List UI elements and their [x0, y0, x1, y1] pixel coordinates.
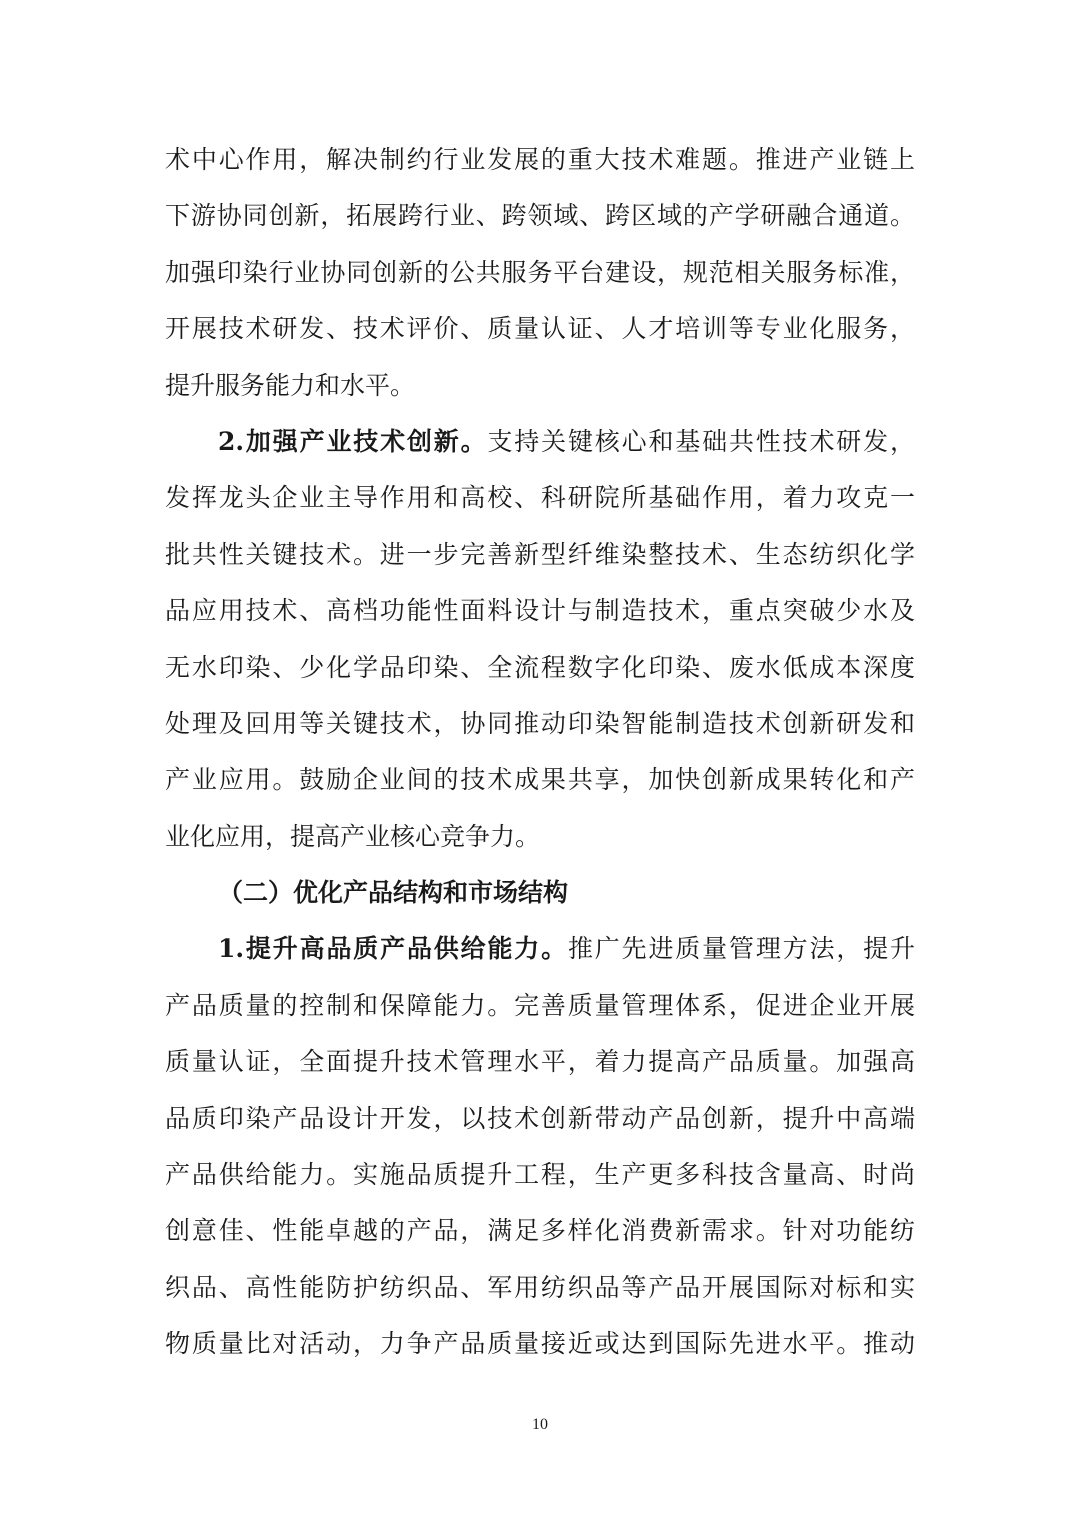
text-line [165, 478, 915, 534]
line-text: 品应用技术、高档功能性面料设计与制造技术，重点突破少水及 [165, 596, 915, 626]
line-text: 推广先进质量管理方法，提升 [567, 934, 915, 964]
line-text: 产品质量的控制和保障能力。完善质量管理体系，促进企业开展 [165, 990, 915, 1020]
text-line [165, 760, 915, 816]
line-text: 质量认证，全面提升技术管理水平，着力提高产品质量。加强高 [165, 1047, 915, 1077]
text-line [165, 591, 915, 647]
text-line [165, 253, 915, 309]
line-text: 开展技术研发、技术评价、质量认证、人才培训等专业化服务， [165, 314, 915, 344]
line-text: 物质量比对活动，力争产品质量接近或达到国际先进水平。推动 [165, 1329, 915, 1359]
line-text: 创意佳、性能卓越的产品，满足多样化消费新需求。针对功能纺 [165, 1216, 915, 1246]
line-text: 术中心作用，解决制约行业发展的重大技术难题。推进产业链上 [165, 145, 915, 174]
text-line [165, 422, 915, 478]
bold-heading: 2.加强产业技术创新。 [218, 426, 488, 456]
bold-heading: 1.提升高品质产品供给能力。 [218, 934, 568, 964]
text-line [165, 648, 915, 704]
text-line [165, 366, 915, 422]
line-text: 批共性关键技术。进一步完善新型纤维染整技术、生态纺织化学 [165, 539, 915, 569]
line-text: 提升服务能力和水平。 [165, 370, 416, 400]
line-text: 支持关键核心和基础共性技术研发， [487, 426, 915, 456]
line-text: 业化应用，提高产业核心竞争力。 [165, 821, 541, 851]
line-text: 加强印染行业协同创新的公共服务平台建设，规范相关服务标准， [165, 257, 915, 287]
page-number: 10 [532, 1416, 548, 1433]
text-line [165, 196, 915, 252]
text-line [165, 535, 915, 591]
line-text: 无水印染、少化学品印染、全流程数字化印染、废水低成本深度 [165, 652, 915, 682]
text-line [165, 1099, 915, 1155]
bold-heading: （二）优化产品结构和市场结构 [218, 878, 569, 908]
text-line [165, 309, 915, 365]
text-line [165, 1211, 915, 1267]
text-line [165, 1042, 915, 1098]
text-line [165, 986, 915, 1042]
line-text: 处理及回用等关键技术，协同推动印染智能制造技术创新研发和 [165, 708, 915, 738]
line-text: 品质印染产品设计开发，以技术创新带动产品创新，提升中高端 [165, 1103, 915, 1133]
text-line [165, 704, 915, 760]
text-line [165, 873, 915, 929]
line-text: 织品、高性能防护纺织品、军用纺织品等产品开展国际对标和实 [165, 1272, 915, 1302]
document-body [165, 140, 915, 1381]
text-line [165, 929, 915, 985]
text-line [165, 140, 915, 196]
line-text: 发挥龙头企业主导作用和高校、科研院所基础作用，着力攻克一 [165, 483, 915, 513]
text-line [165, 1324, 915, 1380]
line-text: 产品供给能力。实施品质提升工程，生产更多科技含量高、时尚 [165, 1160, 915, 1190]
text-line [165, 1268, 915, 1324]
text-line [165, 1155, 915, 1211]
line-text: 产业应用。鼓励企业间的技术成果共享，加快创新成果转化和产 [165, 765, 915, 795]
line-text: 下游协同创新，拓展跨行业、跨领域、跨区域的产学研融合通道。 [165, 201, 915, 231]
text-line [165, 817, 915, 873]
